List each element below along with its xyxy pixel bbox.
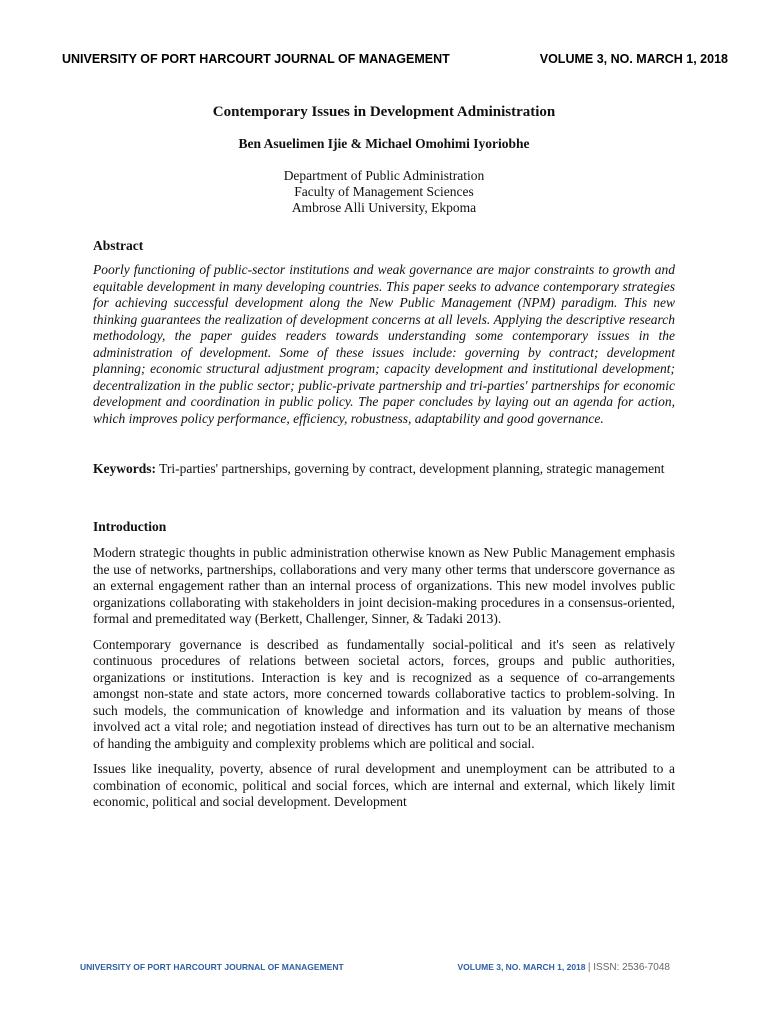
abstract-text: Poorly functioning of public-sector institutions and weak governance are major constraints to growth and equitable development in many developing countries. This paper seeks to advance contemporary strategies for achieving successful development along the New Public Management (NPM) paradigm. This new thinking guarantees the realization of development concerns at all levels. Applying the descriptive research methodology, the paper guides readers towards understanding some contemporary issues in the administration of development. Some of these issues include: governing by contract; development planning; economic structural adjustment program; capacity development and institutional development; decentralization in the public sector; public-private partnership and tri-parties' partnerships for economic development and coordination in public policy. The paper concludes by laying out an agenda for action, which improves policy performance, efficiency, robustness, adaptability and good governance. bbox=[93, 262, 675, 426]
header-journal-name: UNIVERSITY OF PORT HARCOURT JOURNAL OF MANAGEMENT bbox=[62, 52, 450, 66]
article-authors: Ben Asuelimen Ijie & Michael Omohimi Iyoriobhe bbox=[238, 136, 530, 151]
author-affiliation bbox=[93, 168, 675, 216]
affiliation-line: Department of Public Administration bbox=[283, 168, 485, 183]
running-footer bbox=[80, 962, 670, 973]
article-title: Contemporary Issues in Development Administration bbox=[212, 104, 556, 120]
running-header bbox=[62, 52, 728, 66]
keywords-list: Tri-parties' partnerships, governing by contract, development planning, strategic management bbox=[159, 461, 665, 476]
footer-volume: VOLUME 3, NO. MARCH 1, 2018 bbox=[457, 962, 586, 972]
affiliation-line: Ambrose Alli University, Ekpoma bbox=[291, 200, 477, 215]
intro-paragraph: Contemporary governance is described as fundamentally social-political and it's seen as relatively continuous procedures of relations between societal actors, forces, groups and public authorities, organizations or institutions. Interaction is key and is recognized as a sequence of co-arrangements amongst non-state and state actors, more concerned towards collaborative tactics to problem-solving. In such models, the communication of knowledge and information and its valuation by means of those involved act a vital role; and negotiation instead of directives has turn out to be an alternative mechanism of handing the ambiguity and complexity problems which are political and social. bbox=[93, 636, 675, 751]
footer-journal-name: UNIVERSITY OF PORT HARCOURT JOURNAL OF MANAGEMENT bbox=[80, 962, 344, 972]
affiliation-line: Faculty of Management Sciences bbox=[294, 184, 474, 199]
footer-volume-issn bbox=[458, 962, 671, 973]
abstract-heading: Abstract bbox=[93, 238, 144, 253]
keywords bbox=[93, 461, 675, 477]
header-volume: VOLUME 3, NO. MARCH 1, 2018 bbox=[539, 52, 728, 66]
footer-issn: | ISSN: 2536-7048 bbox=[587, 962, 670, 973]
keywords-label: Keywords: bbox=[93, 461, 156, 476]
introduction-heading: Introduction bbox=[93, 519, 167, 534]
article-body bbox=[93, 104, 675, 820]
intro-paragraph: Modern strategic thoughts in public administration otherwise known as New Public Management emphasis the use of networks, partnerships, collaborations and very many other terms that underscore governance as an external engagement rather than an internal process of organizations. This new model involves public organizations collaborating with stakeholders in joint decision-making procedures in a consensus-oriented, formal and premeditated way (Berkett, Challenger, Sinner, & Tadaki 2013). bbox=[93, 545, 675, 626]
intro-paragraph: Issues like inequality, poverty, absence of rural development and unemployment can be attributed to a combination of economic, political and social forces, which are internal and external, which likely limit economic, political and social development. Development bbox=[93, 761, 675, 809]
